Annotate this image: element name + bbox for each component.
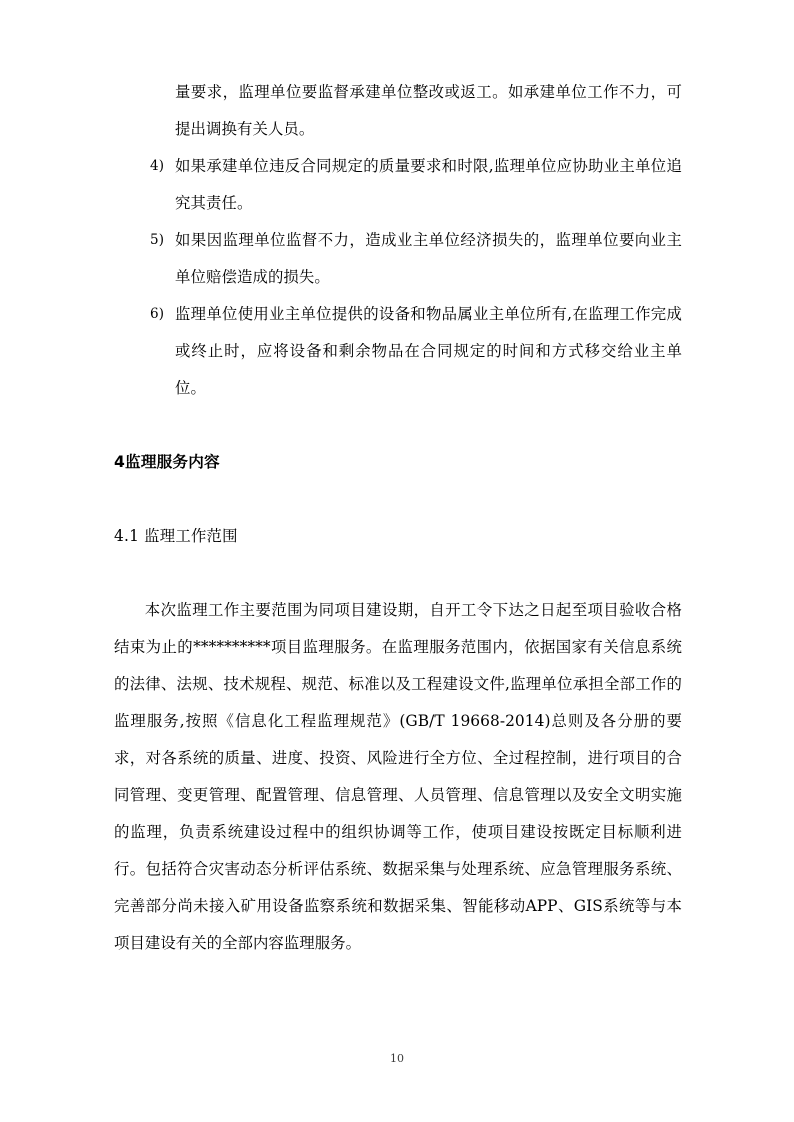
section-heading-4: 4监理服务内容 bbox=[114, 453, 220, 471]
list-item-marker: 6) bbox=[150, 306, 165, 322]
section-spacer bbox=[114, 407, 682, 444]
continuation-paragraph: 量要求，监理单位要监督承建单位整改或返工。如承建单位工作不力，可提出调换有关人员。 bbox=[175, 83, 682, 138]
page-content bbox=[114, 74, 682, 962]
page-number: 10 bbox=[390, 1052, 404, 1065]
list-item bbox=[150, 148, 682, 222]
numbered-list bbox=[114, 148, 682, 407]
subheading-spacer bbox=[114, 555, 682, 592]
list-item bbox=[150, 296, 682, 407]
section-heading-4-1: 4.1 监理工作范围 bbox=[114, 527, 238, 545]
list-item bbox=[150, 222, 682, 296]
list-item-text: 如果承建单位违反合同规定的质量要求和时限,监理单位应协助业主单位追究其责任。 bbox=[175, 157, 682, 212]
heading-spacer bbox=[114, 481, 682, 518]
list-item-marker: 4) bbox=[150, 158, 165, 174]
list-item-text: 监理单位使用业主单位提供的设备和物品属业主单位所有,在监理工作完成或终止时，应将设备和剩余物品在合同规定的时间和方式移交给业主单位。 bbox=[175, 305, 682, 397]
body-paragraph: 本次监理工作主要范围为同项目建设期，自开工令下达之日起至项目验收合格结束为止的**********项目监理服务。在监理服务范围内，依据国家有关信息系统的法律、法规、技术规程、规范、标准以及工程建设文件,监理单位承担全部工作的监理服务,按照《信息化工程监理规范》(GB/T 19668-2014)总则及各分册的要求，对各系统的质量、进度、投资、风险进行全方位、全过程控制，进行项目的合同管理、变更管理、配置管理、信息管理、人员管理、信息管理以及安全文明实施的监理，负责系统建设过程中的组织协调等工作，使项目建设按既定目标顺利进行。包括符合灾害动态分析评估系统、数据采集与处理系统、应急管理服务系统、完善部分尚未接入矿用设备监察系统和数据采集、智能移动APP、GIS系统等与本项目建设有关的全部内容监理服务。 bbox=[114, 601, 682, 952]
list-item-marker: 5) bbox=[150, 232, 165, 248]
list-item-text: 如果因监理单位监督不力，造成业主单位经济损失的，监理单位要向业主单位赔偿造成的损失。 bbox=[175, 231, 682, 286]
